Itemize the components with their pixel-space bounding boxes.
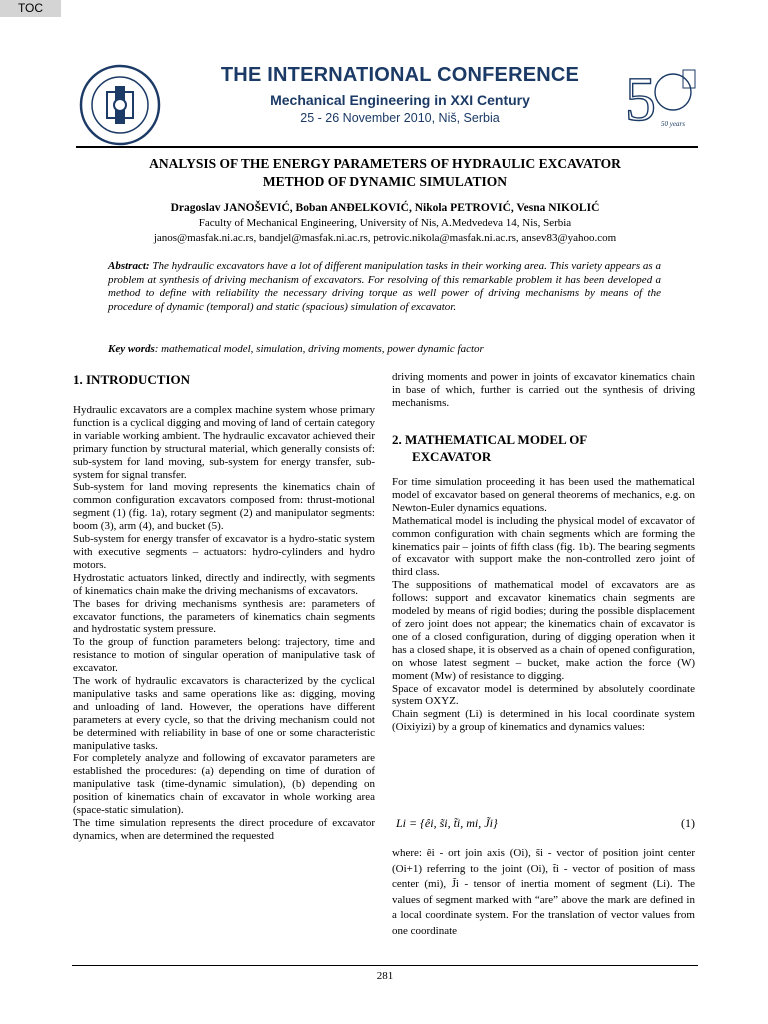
paragraph: The bases for driving mechanisms synthesis are: parameters of excavator functions, the parameters of kinematics chain segments and hydrostatic system pressure.: [73, 597, 375, 636]
equation-1-definitions: where: êi - ort join axis (Oi), s̃i - vector of position joint center (Oi+1) referring to the joint (Oi), t̃i - vector of position of mass center (mi), J̃i - tensor of inertia moment of segment (Li). The values of segment marked with “are” above the mark are defined in a local coordinate system. For the translation of vector values from one coordinate: [392, 847, 695, 937]
conference-dates: 25 - 26 November 2010, Niš, Serbia: [300, 111, 500, 125]
footer-divider: [72, 965, 698, 966]
section-1-body: [73, 404, 375, 843]
paragraph: Hydraulic excavators are a complex machine system whose primary function is a cyclical digging and moving of land of certain category in variable working ambient. The hydraulic excavator achieved their primary function by structural material, which generally consists of: sub-system for land moving, sub-system for energy transfer, sub-system for signal transfer.: [73, 404, 375, 481]
section-2-body: [392, 476, 695, 734]
abstract-label: Abstract:: [108, 260, 150, 272]
paragraph: The time simulation represents the direct procedure of excavator dynamics, when are determined the requested: [73, 817, 375, 842]
conference-banner: [76, 62, 698, 146]
toc-button[interactable]: TOC: [0, 0, 61, 17]
fifty-years-logo-icon: [621, 62, 699, 134]
paragraph: For completely analyze and following of excavator parameters are established the procedures: (a) depending on time of duration of manipulative task (time-dynamic simulation), (b) depending on position of kinematics chain of excavator in whole working area (space-static simulation).: [73, 752, 375, 817]
paragraph: Chain segment (Li) is determined in his local coordinate system (Oixiyizi) by a group of kinematics and dynamics values:: [392, 708, 695, 734]
keywords-label: Key words: [108, 343, 155, 355]
paragraph: Space of excavator model is determined by absolutely coordinate system OXYZ.: [392, 682, 695, 708]
paragraph: Mathematical model is including the physical model of excavator of common configuration with chain segments which are forming the kinematics pair – joints of fifth class (fig. 1b). The bearing segments of excavator with support make the non-controlled zero joint of third class.: [392, 514, 695, 579]
paper-title-line-2: METHOD OF DYNAMIC SIMULATION: [262, 174, 508, 189]
keywords-text: : mathematical model, simulation, driving moments, power dynamic factor: [154, 343, 484, 355]
equation-1: [392, 814, 695, 840]
conference-subtitle: Mechanical Engineering in XXI Century: [270, 92, 530, 108]
fifty-years-label: 50 years: [661, 120, 685, 128]
section-1-continuation: [392, 371, 695, 410]
svg-text:5: 5: [625, 66, 656, 134]
conference-title: THE INTERNATIONAL CONFERENCE: [220, 64, 580, 86]
equation-1-number: (1): [681, 816, 695, 830]
keywords: [108, 343, 661, 355]
paragraph: driving moments and power in joints of excavator kinematics chain in base of which, further is carried out the synthesis of driving mechanisms.: [392, 371, 695, 409]
paragraph: The suppositions of mathematical model of excavators are as follows: support and excavator kinematics chain segments are modeled by means of rigid bodies; during the possible displacement of zero joint does not appear; the kinematics chain of excavator is one of a closed configuration, during of digging operation when it has a closed shape, it is observed as a chain of opened configuration, on whose latest segment – bucket, make action the force (W) moment (Mw) of resistance to digging.: [392, 579, 695, 682]
equation-1-expression: Li = {êi, s̃i, t̃i, mi, J̃i}: [396, 816, 498, 830]
paragraph: Sub-system for energy transfer of excavator is a hydro-static system with executive segments – actuators: hydro-cylinders and hydro motors.: [73, 533, 375, 571]
paragraph: Sub-system for land moving represents the kinematics chain of common configuration excavators composed from: thrust-motional segment (1) (fig. 1a), rotary segment (2) and manipulator segments: boom (3), arm (4), and bucket (5).: [73, 481, 375, 533]
authors: Dragoslav JANOŠEVIĆ, Boban ANĐELKOVIĆ, Nikola PETROVIĆ, Vesna NIKOLIĆ: [170, 202, 600, 214]
page-number: 281: [376, 970, 394, 982]
paper-title-line-1: ANALYSIS OF THE ENERGY PARAMETERS OF HYDRAULIC EXCAVATOR: [149, 156, 621, 171]
abstract: [108, 260, 661, 314]
university-seal-icon: [79, 64, 161, 146]
paragraph: The work of hydraulic excavators is characterized by the cyclical manipulative tasks and same operations like as: digging, moving and unloading of land. However, the operations have different parameters at every cycle, so that the driving mechanism could not be determined with reliability in base of one or some characteristic manipulative tasks.: [73, 675, 375, 752]
section-2-heading-line-2: EXCAVATOR: [412, 449, 492, 464]
section-2-heading-line-1: 2. MATHEMATICAL MODEL OF: [392, 432, 588, 447]
author-emails: janos@masfak.ni.ac.rs, bandjel@masfak.ni.ac.rs, petrovic.nikola@masfak.ni.ac.rs, ansev83@yahoo.com: [153, 232, 617, 244]
section-2-heading: [392, 431, 587, 465]
affiliation: Faculty of Mechanical Engineering, University of Nis, A.Medvedeva 14, Nis, Serbia: [198, 217, 572, 229]
banner-divider: [76, 146, 698, 148]
abstract-text: The hydraulic excavators have a lot of different manipulation tasks in their working area. This variety appears as a problem at synthesis of driving mechanism of excavators. For resolving of this remarkable problem it has been developed a method to define with reliability the necessary driving torque as well power of driving mechanisms by means of the procedure of dynamic (temporal) and static (spacious) simulation of excavator.: [108, 260, 661, 313]
paragraph: Hydrostatic actuators linked, directly and indirectly, with segments of kinematics chain make the driving mechanisms of excavators.: [73, 571, 375, 597]
paragraph: To the group of function parameters belong: trajectory, time and resistance to motion of singular operation of manipulative task of excavator.: [73, 636, 375, 675]
section-1-heading: 1. INTRODUCTION: [73, 372, 191, 387]
paragraph: For time simulation proceeding it has been used the mathematical model of excavator based on general theorems of mechanics, e.g. on Newton-Euler dynamics equations.: [392, 476, 695, 514]
paper-title: [72, 155, 698, 191]
